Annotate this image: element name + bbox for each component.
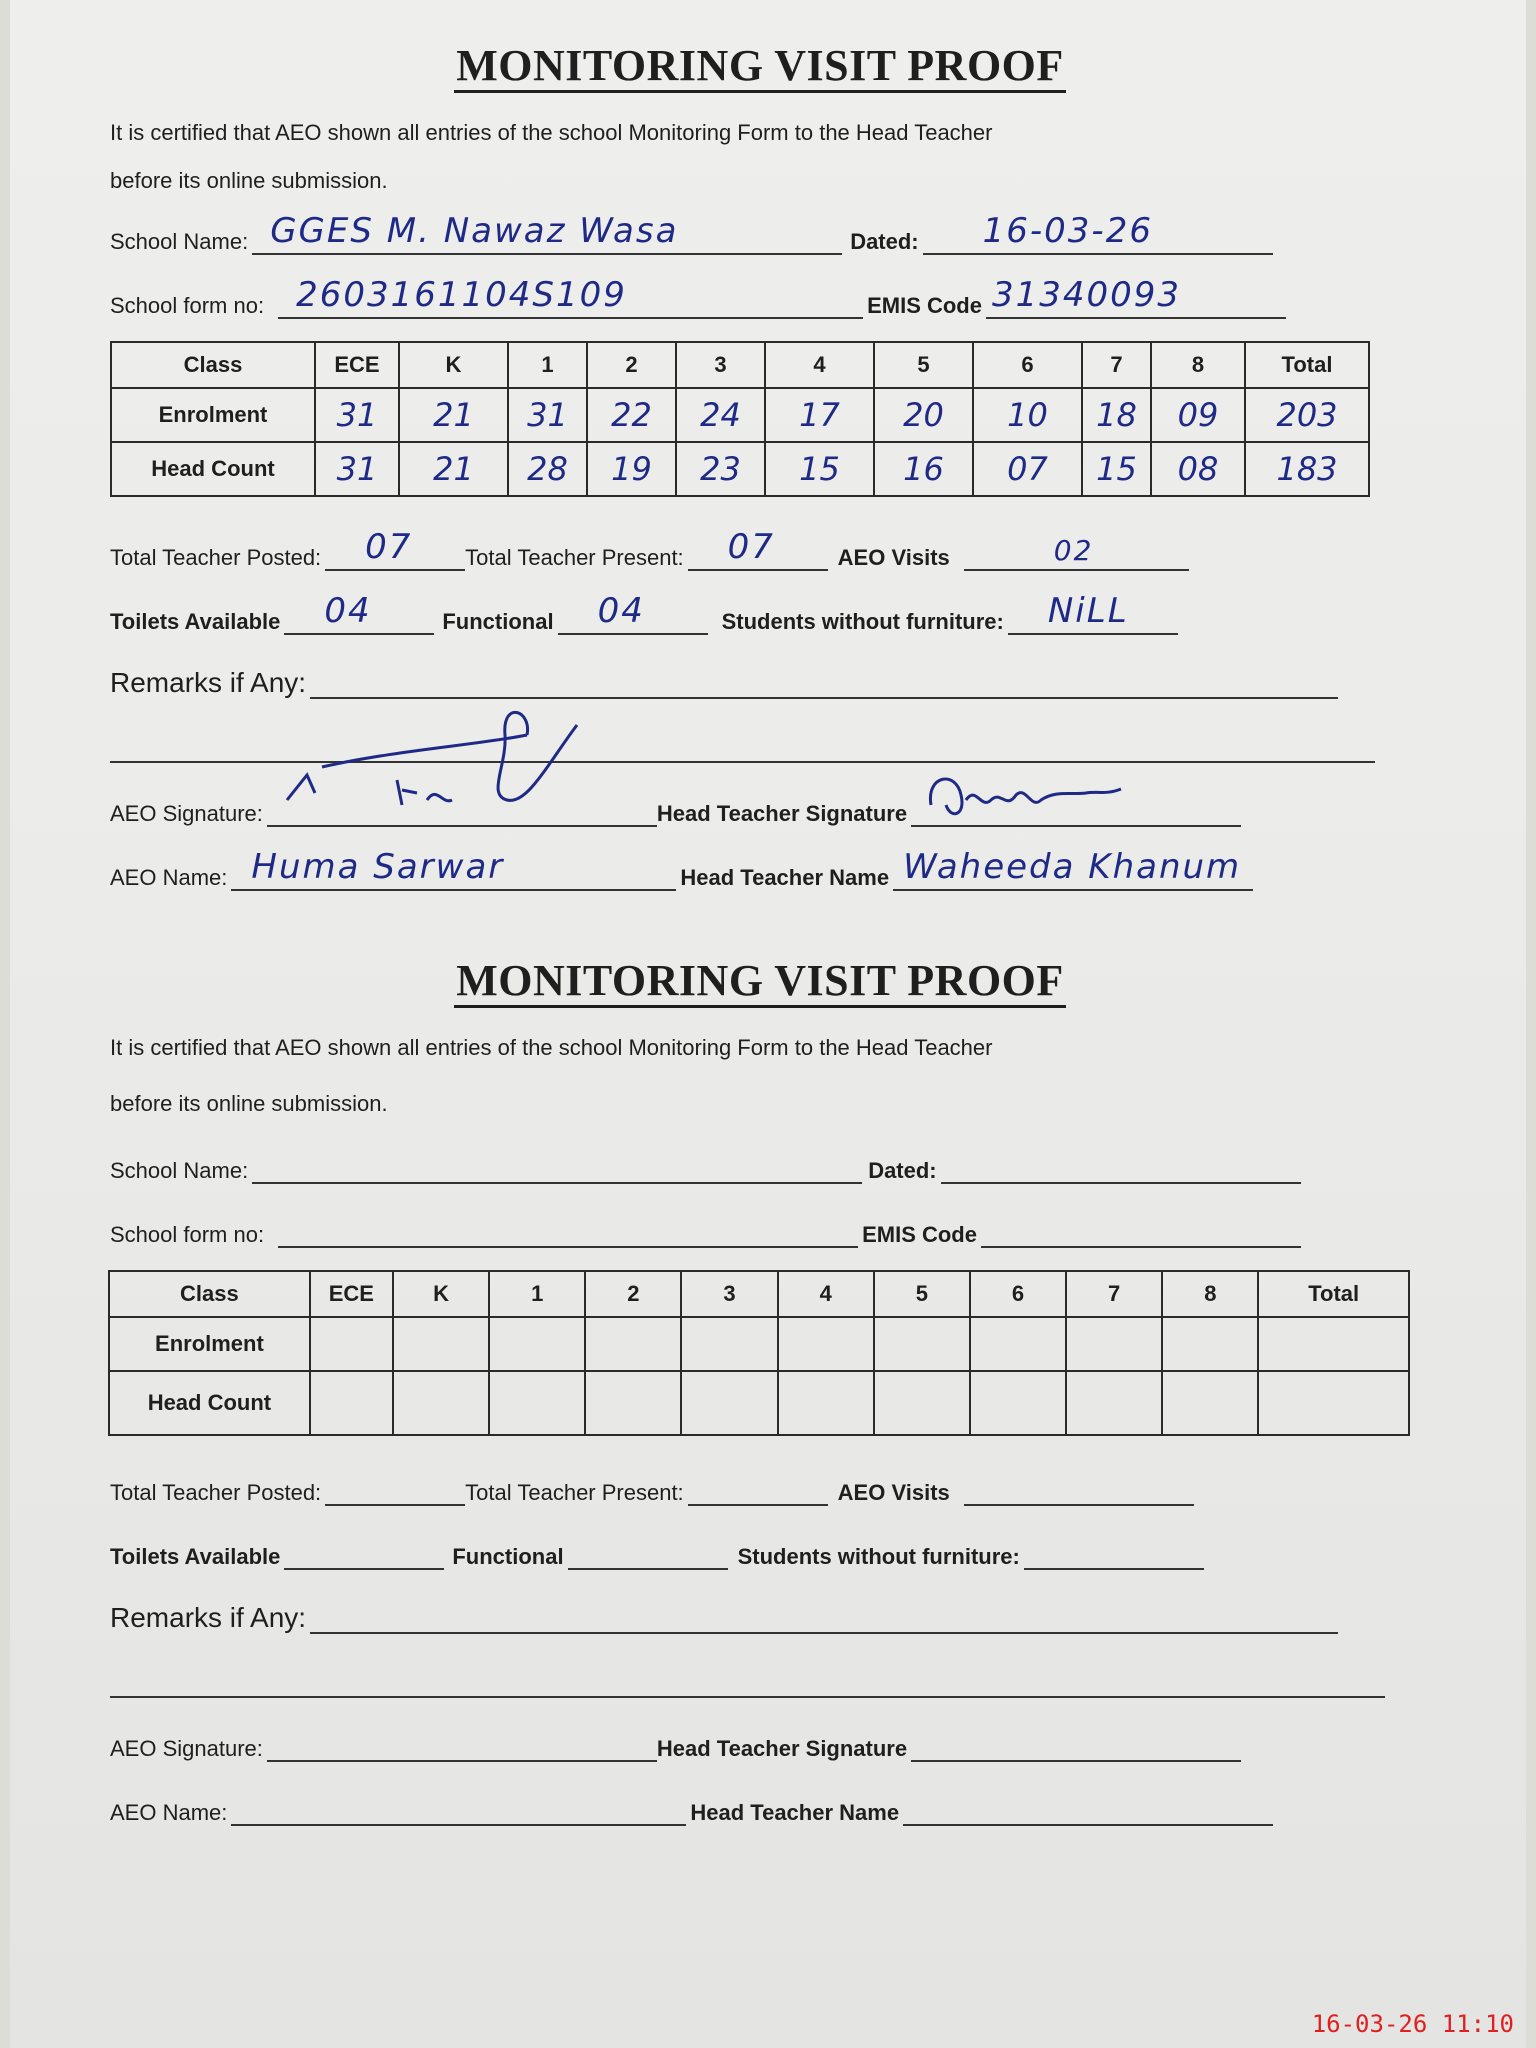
aeo-name-field[interactable]	[231, 849, 676, 891]
photo-timestamp: 16-03-26 11:10	[1311, 2010, 1514, 2038]
column-header: 6	[973, 342, 1082, 388]
paper-sheet	[10, 0, 1526, 2048]
dated-label: Dated:	[850, 229, 919, 254]
certification-text	[110, 1020, 1410, 1132]
school-form-no-label: School form no:	[110, 293, 265, 318]
functional-label: Functional	[442, 609, 554, 634]
enrolment-cell[interactable]: 17	[765, 388, 874, 442]
head-count-cell[interactable]	[489, 1371, 585, 1435]
column-header: 3	[681, 1271, 777, 1317]
head-count-cell[interactable]	[874, 1371, 970, 1435]
column-header: K	[393, 1271, 489, 1317]
functional-label: Functional	[452, 1544, 564, 1569]
column-header: 6	[970, 1271, 1066, 1317]
school-name-field[interactable]	[252, 1142, 862, 1184]
functional-value: 04	[597, 591, 645, 631]
dated-field[interactable]	[923, 213, 1273, 255]
monitoring-form-blank	[110, 955, 1410, 1826]
enrolment-cell[interactable]: 31	[315, 388, 399, 442]
enrolment-cell[interactable]	[970, 1317, 1066, 1371]
emis-code-label: EMIS Code	[862, 1222, 977, 1247]
enrolment-cell[interactable]: 24	[676, 388, 765, 442]
teacher-present-label: Total Teacher Present:	[465, 545, 684, 570]
remarks-field-line-2[interactable]	[110, 1656, 1385, 1698]
teacher-posted-label: Total Teacher Posted:	[110, 1480, 322, 1505]
enrolment-total-cell[interactable]	[1258, 1317, 1409, 1371]
column-header: 4	[778, 1271, 874, 1317]
ht-signature-label: Head Teacher Signature	[656, 801, 908, 826]
teacher-present-value: 07	[727, 527, 775, 567]
form-title: MONITORING VISIT PROOF	[110, 40, 1410, 91]
head-count-cell[interactable]	[778, 1371, 874, 1435]
column-header: 2	[587, 342, 676, 388]
column-header: 2	[585, 1271, 681, 1317]
enrolment-cell[interactable]	[778, 1317, 874, 1371]
head-count-total-cell[interactable]: 183	[1245, 442, 1369, 496]
teacher-present-field[interactable]	[688, 1464, 828, 1506]
no-furniture-label: Students without furniture:	[721, 609, 1004, 634]
enrolment-total-cell[interactable]: 203	[1245, 388, 1369, 442]
column-header: 5	[874, 1271, 970, 1317]
dated-value: 16-03-26	[982, 211, 1153, 251]
head-count-cell[interactable]: 16	[874, 442, 973, 496]
head-count-cell[interactable]	[681, 1371, 777, 1435]
teacher-posted-field[interactable]	[325, 1464, 465, 1506]
head-count-cell[interactable]	[1066, 1371, 1162, 1435]
certification-text	[110, 105, 1410, 209]
table-row-head-count	[111, 442, 1369, 496]
school-name-label: School Name:	[110, 229, 249, 254]
enrolment-cell[interactable]: 18	[1082, 388, 1151, 442]
head-count-cell[interactable]: 31	[315, 442, 399, 496]
monitoring-form-filled	[110, 40, 1410, 891]
ht-signature-label: Head Teacher Signature	[656, 1736, 908, 1761]
column-header: 4	[765, 342, 874, 388]
class-header: Class	[109, 1271, 310, 1317]
head-count-cell[interactable]: 23	[676, 442, 765, 496]
aeo-visits-label: AEO Visits	[837, 1480, 950, 1505]
aeo-name-field[interactable]	[231, 1784, 686, 1826]
head-count-cell[interactable]	[1162, 1371, 1258, 1435]
enrolment-cell[interactable]	[489, 1317, 585, 1371]
head-count-cell[interactable]: 21	[399, 442, 508, 496]
ht-name-label: Head Teacher Name	[690, 1800, 900, 1825]
emis-code-field[interactable]	[981, 1206, 1301, 1248]
enrolment-cell[interactable]: 20	[874, 388, 973, 442]
toilets-label: Toilets Available	[110, 1544, 281, 1569]
column-header: 8	[1151, 342, 1245, 388]
enrolment-cell[interactable]	[310, 1317, 393, 1371]
toilets-field[interactable]	[284, 593, 434, 635]
ht-name-value: Waheeda Khanum	[903, 847, 1242, 887]
ht-name-label: Head Teacher Name	[680, 865, 890, 890]
head-count-cell[interactable]	[585, 1371, 681, 1435]
aeo-signature-scribble	[277, 705, 607, 825]
table-row-enrolment	[111, 388, 1369, 442]
aeo-visits-value: 02	[1053, 534, 1094, 567]
aeo-name-value: Huma Sarwar	[251, 847, 505, 887]
toilets-field[interactable]	[284, 1528, 444, 1570]
cert-line-2: before its online submission.	[110, 1091, 388, 1116]
enrolment-table	[110, 341, 1370, 497]
head-count-cell[interactable]: 28	[508, 442, 587, 496]
emis-code-label: EMIS Code	[867, 293, 982, 318]
head-count-cell[interactable]	[970, 1371, 1066, 1435]
enrolment-cell[interactable]	[874, 1317, 970, 1371]
ht-signature-scribble	[921, 765, 1141, 825]
aeo-visits-field[interactable]	[964, 529, 1189, 571]
head-count-cell[interactable]: 08	[1151, 442, 1245, 496]
functional-field[interactable]	[558, 593, 708, 635]
aeo-signature-label: AEO Signature:	[110, 1736, 263, 1761]
aeo-visits-label: AEO Visits	[837, 545, 950, 570]
remarks-label: Remarks if Any:	[110, 667, 307, 698]
enrolment-cell[interactable]	[681, 1317, 777, 1371]
dated-field[interactable]	[941, 1142, 1301, 1184]
column-header: 1	[508, 342, 587, 388]
no-furniture-value: NiLL	[1047, 591, 1129, 631]
aeo-name-label: AEO Name:	[110, 865, 228, 890]
dated-label: Dated:	[868, 1158, 937, 1183]
emis-code-field[interactable]	[986, 277, 1286, 319]
ht-name-field[interactable]	[893, 849, 1253, 891]
school-form-no-field[interactable]	[278, 277, 863, 319]
toilets-value: 04	[324, 591, 372, 631]
column-header: 7	[1082, 342, 1151, 388]
cert-line-2: before its online submission.	[110, 168, 388, 193]
column-header: 7	[1066, 1271, 1162, 1317]
head-count-cell[interactable]: 15	[1082, 442, 1151, 496]
head-count-cell[interactable]: 07	[973, 442, 1082, 496]
table-row-head-count	[109, 1371, 1409, 1435]
aeo-visits-field[interactable]	[964, 1464, 1194, 1506]
head-count-cell[interactable]	[310, 1371, 393, 1435]
remarks-field[interactable]	[310, 657, 1338, 699]
column-header: 3	[676, 342, 765, 388]
school-form-no-label: School form no:	[110, 1222, 265, 1247]
teacher-posted-value: 07	[365, 527, 413, 567]
head-count-cell[interactable]	[393, 1371, 489, 1435]
cert-line-1: It is certified that AEO shown all entries of the school Monitoring Form to the Head Teacher	[110, 120, 993, 145]
teacher-present-field[interactable]	[688, 529, 828, 571]
school-name-label: School Name:	[110, 1158, 249, 1183]
cert-line-1: It is certified that AEO shown all entries of the school Monitoring Form to the Head Teacher	[110, 1035, 993, 1060]
enrolment-cell[interactable]: 09	[1151, 388, 1245, 442]
school-form-no-value: 2603161104S109	[296, 275, 627, 315]
table-row-enrolment	[109, 1317, 1409, 1371]
aeo-signature-field[interactable]	[267, 785, 657, 827]
ht-name-field[interactable]	[903, 1784, 1273, 1826]
enrolment-cell[interactable]	[393, 1317, 489, 1371]
school-name-field[interactable]	[252, 213, 842, 255]
column-header: ECE	[310, 1271, 393, 1317]
form-title: MONITORING VISIT PROOF	[110, 955, 1410, 1006]
ht-signature-field[interactable]	[911, 1720, 1241, 1762]
toilets-label: Toilets Available	[110, 609, 281, 634]
column-header: 5	[874, 342, 973, 388]
emis-code-value: 31340093	[991, 275, 1182, 315]
column-header: 8	[1162, 1271, 1258, 1317]
table-header-row	[111, 342, 1369, 388]
enrolment-table	[108, 1270, 1410, 1436]
row-label: Head Count	[111, 442, 315, 496]
head-count-cell[interactable]: 19	[587, 442, 676, 496]
table-header-row	[109, 1271, 1409, 1317]
aeo-signature-field[interactable]	[267, 1720, 657, 1762]
enrolment-cell[interactable]: 21	[399, 388, 508, 442]
enrolment-cell[interactable]: 31	[508, 388, 587, 442]
teacher-posted-label: Total Teacher Posted:	[110, 545, 322, 570]
remarks-field[interactable]	[310, 1592, 1338, 1634]
column-header: Total	[1258, 1271, 1409, 1317]
ht-signature-field[interactable]	[911, 785, 1241, 827]
row-label: Enrolment	[109, 1317, 310, 1371]
remarks-label: Remarks if Any:	[110, 1602, 307, 1633]
no-furniture-label: Students without furniture:	[737, 1544, 1020, 1569]
no-furniture-field[interactable]	[1024, 1528, 1204, 1570]
teacher-present-label: Total Teacher Present:	[465, 1480, 684, 1505]
school-form-no-field[interactable]	[278, 1206, 858, 1248]
functional-field[interactable]	[568, 1528, 728, 1570]
column-header: Total	[1245, 342, 1369, 388]
head-count-cell[interactable]: 15	[765, 442, 874, 496]
head-count-total-cell[interactable]	[1258, 1371, 1409, 1435]
enrolment-cell[interactable]: 22	[587, 388, 676, 442]
enrolment-cell[interactable]	[1066, 1317, 1162, 1371]
school-name-value: GGES M. Nawaz Wasa	[270, 211, 679, 251]
aeo-name-label: AEO Name:	[110, 1800, 228, 1825]
enrolment-cell[interactable]	[1162, 1317, 1258, 1371]
column-header: ECE	[315, 342, 399, 388]
row-label: Head Count	[109, 1371, 310, 1435]
row-label: Enrolment	[111, 388, 315, 442]
aeo-signature-label: AEO Signature:	[110, 801, 263, 826]
column-header: 1	[489, 1271, 585, 1317]
column-header: K	[399, 342, 508, 388]
teacher-posted-field[interactable]	[325, 529, 465, 571]
no-furniture-field[interactable]	[1008, 593, 1178, 635]
enrolment-cell[interactable]	[585, 1317, 681, 1371]
class-header: Class	[111, 342, 315, 388]
enrolment-cell[interactable]: 10	[973, 388, 1082, 442]
